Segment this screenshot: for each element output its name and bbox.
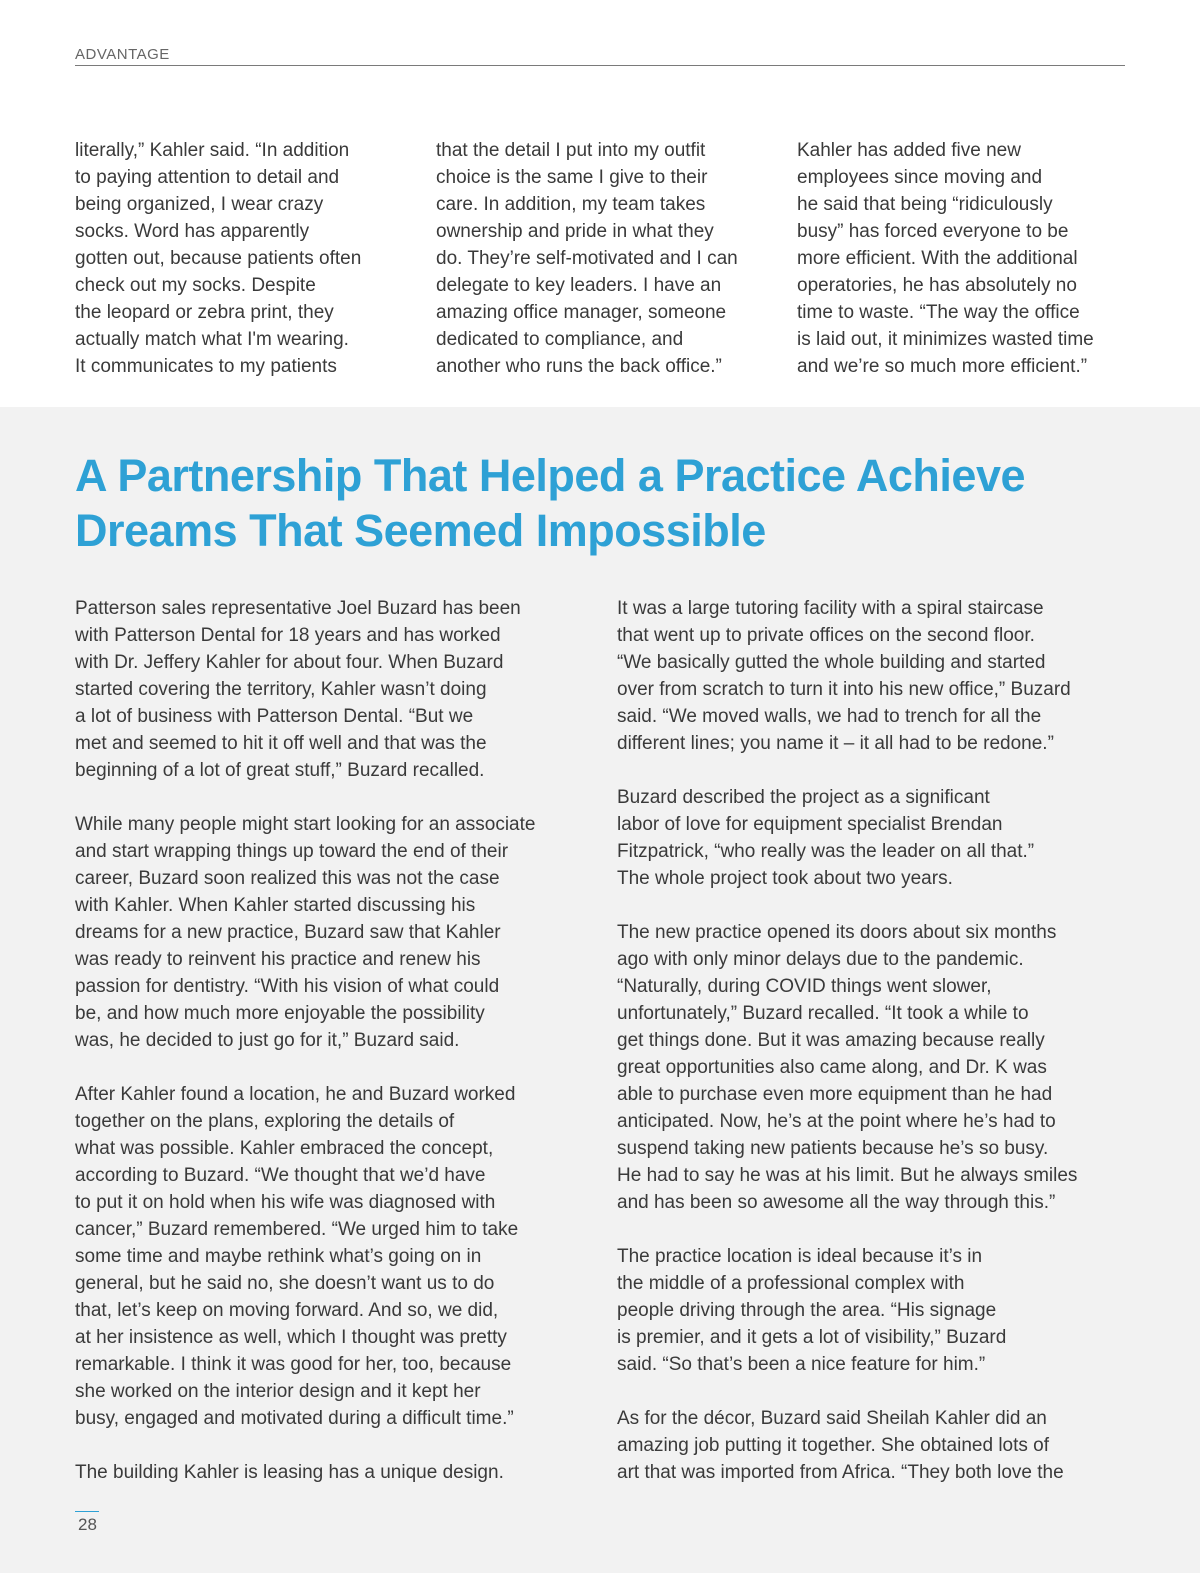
- article-right-column: [617, 595, 1117, 1486]
- top-column-2: [436, 137, 766, 380]
- paragraph: After Kahler found a location, he and Buzard worked together on the plans, exploring the details of what was possible. Kahler embraced the concept, according to Buzard. “We thought that we’d have to put it on hold when his wife was diagnosed with cancer,” Buzard remembered. “We urged him to take some time and maybe rethink what’s going on in general, but he said no, she doesn’t want us to do that, let’s keep on moving forward. And so, we did, at her insistence as well, which I thought was pretty remarkable. I think it was good for her, too, because she worked on the interior design and it kept her busy, engaged and motivated during a difficult time.”: [75, 1084, 519, 1429]
- page-footer: [75, 1511, 99, 1535]
- paragraph: It was a large tutoring facility with a spiral staircase that went up to private offices on the second floor. “We basically gutted the whole building and started over from scratch to turn it into his new office,” Buzard said. “We moved walls, we had to trench for all the different lines; you name it – it all had to be redone.”: [617, 598, 1071, 754]
- paragraph: The building Kahler is leasing has a unique design.: [75, 1462, 504, 1483]
- top-column-1-text: literally,” Kahler said. “In addition to paying attention to detail and being organized, I wear crazy socks. Word has apparently gotten out, because patients often check out my socks. Despite the leopard or zebra print, they actually match what I'm wearing. It communicates to my patients: [75, 140, 362, 377]
- article-headline: A Partnership That Helped a Practice Achieve Dreams That Seemed Impossible: [75, 450, 1026, 556]
- top-column-2-text: that the detail I put into my outfit choice is the same I give to their care. In addition, my team takes ownership and pride in what they do. They’re self-motivated and I can delegate to key leaders. I have an amazing office manager, someone dedicated to compliance, and another who runs the back office.”: [436, 140, 738, 377]
- paragraph: Buzard described the project as a significant labor of love for equipment specialist Brendan Fitzpatrick, “who really was the leader on all that.” The whole project took about two years.: [617, 787, 1035, 889]
- paragraph: Patterson sales representative Joel Buzard has been with Patterson Dental for 18 years and has worked with Dr. Jeffery Kahler for about four. When Buzard started covering the territory, Kahler wasn’t doing a lot of business with Patterson Dental. “But we met and seemed to hit it off well and that was the beginning of a lot of great stuff,” Buzard recalled.: [75, 598, 521, 781]
- paragraph: The new practice opened its doors about six months ago with only minor delays due to the pandemic. “Naturally, during COVID things went slower, unfortunately,” Buzard recalled. “It took a while to get things done. But it was amazing because really great opportunities also came along, and Dr. K was able to purchase even more equipment than he had anticipated. Now, he’s at the point where he’s had to suspend taking new patients because he’s so busy. He had to say he was at his limit. But he always smiles and has been so awesome all the way through this.”: [617, 922, 1078, 1213]
- top-column-1: [75, 137, 405, 380]
- continued-text-columns: [75, 137, 1135, 387]
- paragraph: As for the décor, Buzard said Sheilah Kahler did an amazing job putting it together. She obtained lots of art that was imported from Africa. “They both love the: [617, 1408, 1064, 1483]
- top-column-3: [797, 137, 1127, 380]
- page-number: 28: [78, 1515, 97, 1534]
- paragraph: The practice location is ideal because it’s in the middle of a professional complex with people driving through the area. “His signage is premier, and it gets a lot of visibility,” Buzard said. “So that’s been a nice feature for him.”: [617, 1246, 1007, 1375]
- running-header: [75, 46, 1125, 66]
- section-label: ADVANTAGE: [75, 46, 170, 63]
- top-column-3-text: Kahler has added five new employees since moving and he said that being “ridiculously busy” has forced everyone to be more efficient. With the additional operatories, he has absolutely no time to waste. “The way the office is laid out, it minimizes wasted time and we’re so much more efficient.”: [797, 140, 1094, 377]
- article-left-column: [75, 595, 575, 1486]
- paragraph: While many people might start looking for an associate and start wrapping things up toward the end of their career, Buzard soon realized this was not the case with Kahler. When Kahler started discussing his dreams for a new practice, Buzard saw that Kahler was ready to reinvent his practice and renew his passion for dentistry. “With his vision of what could be, and how much more enjoyable the possibility was, he decided to just go for it,” Buzard said.: [75, 814, 536, 1051]
